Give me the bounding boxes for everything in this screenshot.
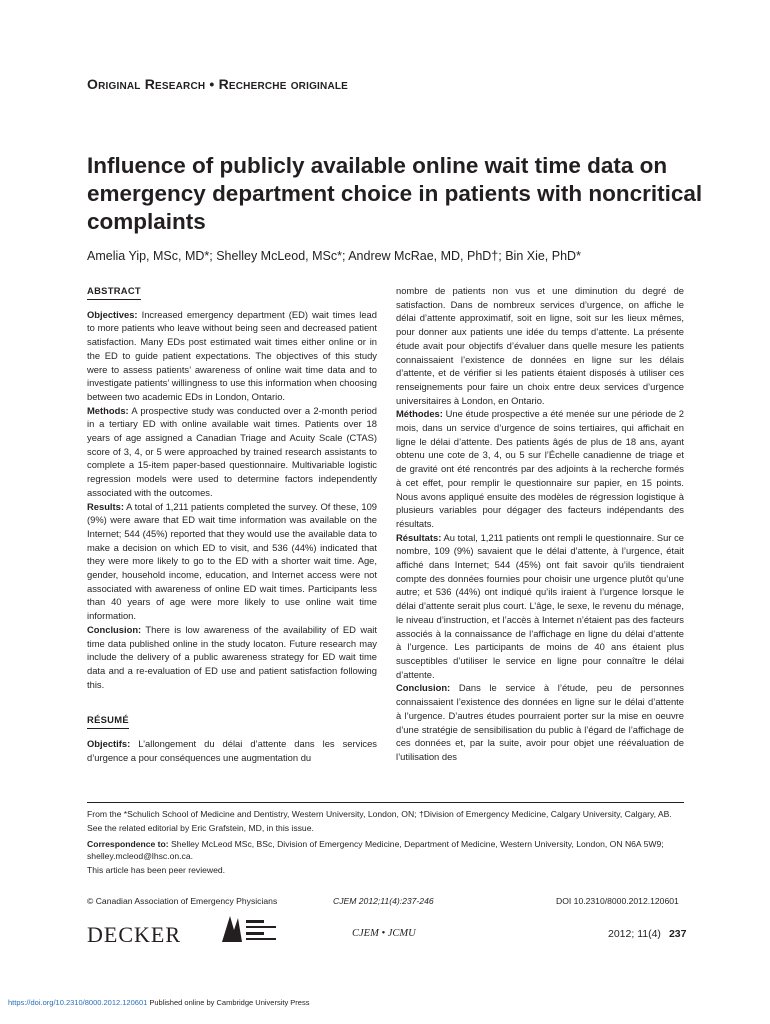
resume-objectifs-continued: nombre de patients non vus et une diminution du degré de satisfaction. Dans de nombreux services d’urgence, on affiche le délai d’attente approximatif, soit en ligne, soit sur les lieux mêmes, pour donner aux patients une idée du temps d’attente. La présente étude avait pour objectifs d’évaluer dans quelle mesure les patients connaissaient l’existence de données en ligne sur les délais d’attente, et de vérifier si les patients étaient disposés à utiliser ces renseignements pour faire un choix entre deux services d’urgence universitaires à London, en Ontario. [396,285,684,406]
left-column [87,284,377,765]
copyright-line: © Canadian Association of Emergency Physicians [87,896,278,906]
abstract-conclusion [87,623,377,692]
correspondence-text: Shelley McLeod MSc, BSc, Division of Emergency Medicine, Department of Medicine, Western University, London, ON N6A 5W9; shelley.mcleod@lhsc.on.ca. [87,839,664,861]
published-online: Published online by Cambridge University Press [147,998,310,1007]
doi-footer [8,998,309,1007]
correspondence-label: Correspondence to: [87,839,169,849]
objectives-text: Increased emergency department (ED) wait times lead to more patients who leave without being seen and decreased patient satisfaction. Many EDs post estimated wait times either online or in the ED to guide patient expectations. The objectives of this study were to assess patients’ awareness of online wait time data and to investigate patients’ willingness to use this information when choosing between two academic EDs in London, Ontario. [87,308,377,402]
peer-review-note: This article has been peer reviewed. [87,865,226,875]
author-list: Amelia Yip, MSc, MD*; Shelley McLeod, MSc*; Andrew McRae, MD, PhD†; Bin Xie, PhD* [87,249,581,263]
conclusion-text: There is low awareness of the availability of ED wait time data published online in the study locaton. Future research may include the delivery of a public awareness strategy for ED wait time data and a re-evaluation of ED use and patient satisfaction following this. [87,623,377,690]
editorial-note: See the related editorial by Eric Grafstein, MD, in this issue. [87,823,314,833]
abstract-heading: ABSTRACT [87,284,141,300]
decker-logo: DECKER [87,922,181,947]
objectifs-label: Objectifs: [87,738,131,750]
resultats-text: Au total, 1,211 patients ont rempli le questionnaire. Sur ce nombre, 109 (9%) savaient que le délai d’attente, à l’urgence, était affiché dans Internet; 544 (45%) ont fait savoir qu’ils tiendraient compte des données fournies pour choisir une urgence plutôt qu’une autre; et 536 (44%) ont indiqué qu’ils iraient à l’urgence lorsque le délai d’attente serait plus court. L’âge, le sexe, le revenu du ménage, le niveau d’instruction, et l’accès à Internet n’étaient pas des facteurs associés à la connaissance de l’affichage en ligne du délai d’attente à l’urgence. Les participants de moins de 40 ans étaient plus susceptibles d’utiliser le service en ligne pour connaître le délai d’attente. [396,531,684,680]
methods-text: A prospective study was conducted over a 2-month period in a tertiary ED with online available wait times. Patients over 18 years of age assigned a Canadian Triage and Acuity Scale (CTAS) score of 3, 4, or 5 were approached by trained research assistants to complete a 15-item paper-based questionnaire. Multivariable logistic regression models were used to determine factors independently associated with the outcomes. [87,404,377,498]
resume-conclusion-label: Conclusion: [396,682,451,694]
abstract-results [87,500,377,623]
section-kicker: Original Research • Recherche originale [87,76,349,92]
right-column [396,284,684,764]
resultats-label: Résultats: [396,531,442,543]
issue-number: 2012; 11(4) [608,928,661,940]
resume-heading: RÉSUMÉ [87,713,129,729]
footnotes [87,808,687,878]
abstract-methods [87,404,377,500]
resume-conclusion [396,681,684,763]
doi-link[interactable]: https://doi.org/10.2310/8000.2012.120601 [8,998,148,1007]
methodes-text: Une étude prospective a été menée sur une période de 2 mois, dans un service d’urgence de soins tertiaires, qui affichait en ligne le délai d’attente. Des patients âgés de plus de 18 ans, ayant obtenu une cote de 3, 4, ou 5 sur l’Échelle canadienne de triage et de gravité ont été rencontrés par des adjoints à la recherche formés à cet effet, pour remplir le questionnaire sur papier, en 15 points. Nous avons appliqué ensuite des modèles de régression logistique à plusieurs variables pour dégager des facteurs indépendants des résultats. [396,408,684,529]
methodes-label: Méthodes: [396,408,443,420]
issue-page [608,928,686,940]
doi-line: DOI 10.2310/8000.2012.120601 [556,896,679,906]
resume-objectifs [87,737,377,764]
abstract-objectives [87,308,377,404]
resume-conclusion-text: Dans le service à l’étude, peu de personnes connaissaient l’existence des données en ligne sur le délai d’attente à l’urgence. D’autres études pourraient porter sur la mise en oeuvre d’une stratégie de sensibilisation du public à l’égard de l’affichage de ces données et, par la suite, avoir pour objet une réévaluation de l’utilisation des [396,682,684,762]
journal-name: CJEM • JCMU [352,928,416,939]
results-text: A total of 1,211 patients completed the survey. Of these, 109 (9%) were aware that ED wait time information was available on the Internet; 544 (45%) reported that they would use the available data to make a decision on which ED to visit, and 536 (44%) indicated that they were more likely to go to the ED with a shorter wait time. Age, gender, household income, education, and Internet access were not associated with awareness of online ED wait times. Participants less than 40 years of age were more likely to use online wait time information. [87,500,377,622]
affiliation-note: From the *Schulich School of Medicine and Dentistry, Western University, London, ON; †Division of Emergency Medicine, Calgary University, Calgary, AB. [87,809,672,819]
objectives-label: Objectives: [87,308,138,320]
methods-label: Methods: [87,404,129,416]
objectifs-text-left: L’allongement du délai d’attente dans les services d’urgence a pour conséquences une augmentation du [87,738,377,763]
correspondence-note [87,838,687,862]
conclusion-label: Conclusion: [87,623,142,635]
resume-methodes [396,407,684,530]
caep-logo-icon [220,912,298,946]
page-number: 237 [668,928,687,940]
citation-line: CJEM 2012;11(4):237-246 [333,896,434,906]
footnote-divider [87,802,684,803]
article-title: Influence of publicly available online wait time data on emergency department choice in patients with noncritical complaints [87,153,703,234]
resume-resultats [396,531,684,682]
results-label: Results: [87,500,124,512]
